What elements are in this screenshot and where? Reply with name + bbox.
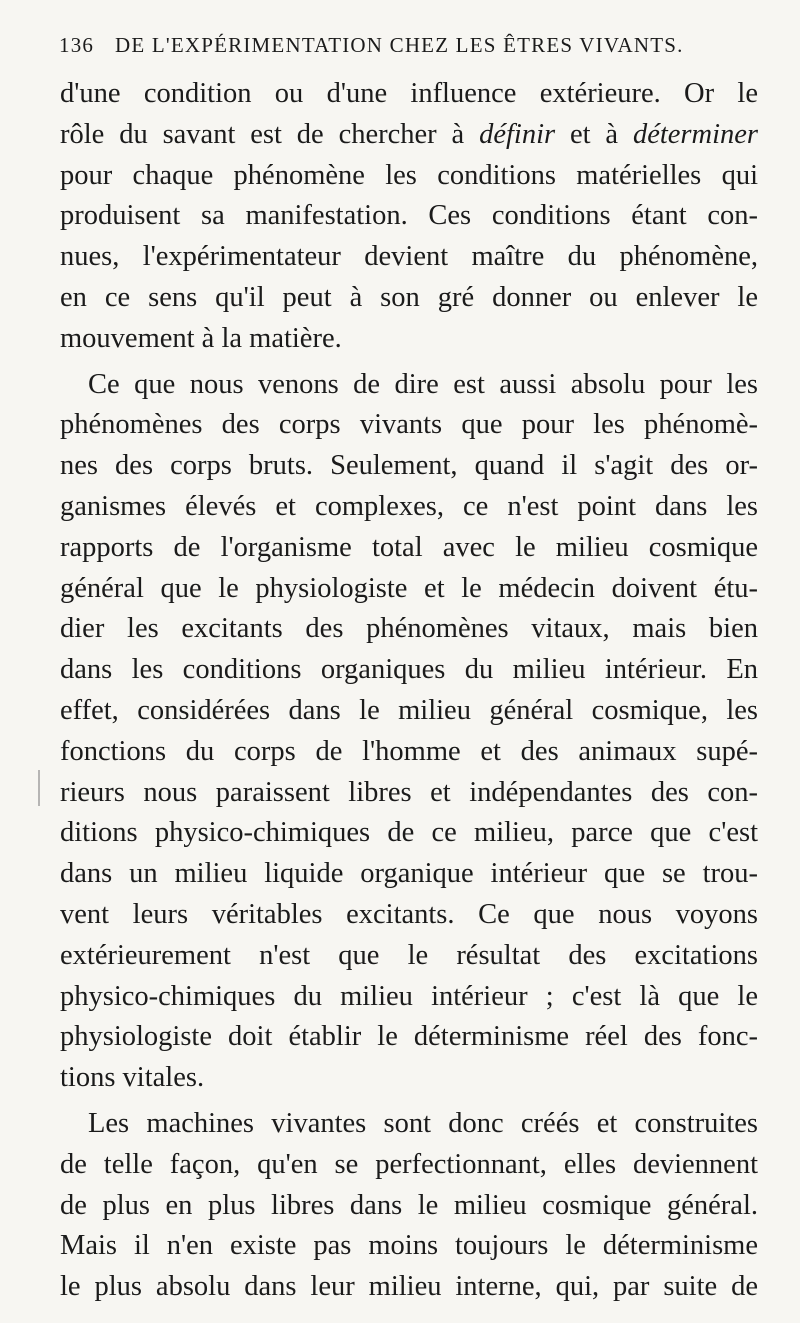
text-line: le plus absolu dans leur milieu interne, qui, par suite de	[60, 1271, 758, 1303]
text-line: dans un milieu liquide organique intérieur que se trou-	[60, 858, 758, 890]
running-header	[59, 33, 699, 67]
text-line: nes des corps bruts. Seulement, quand il s'agit des or-	[60, 450, 758, 482]
margin-mark	[38, 770, 40, 806]
text-line: extérieurement n'est que le résultat des excitations	[60, 939, 758, 971]
page-number: 136	[59, 33, 95, 57]
emphasis-definir: définir	[479, 118, 556, 150]
text-line	[60, 115, 758, 156]
body-text	[60, 74, 758, 1308]
text-line: Mais il n'en existe pas moins toujours le déterminisme	[60, 1230, 758, 1262]
text-line: Ce que nous venons de dire est aussi absolu pour les	[88, 368, 758, 400]
text-line: physico-chimiques du milieu intérieur ; c'est là que le	[60, 980, 758, 1012]
text-line: dans les conditions organiques du milieu intérieur. En	[60, 654, 758, 686]
text-line: Les machines vivantes sont donc créés et construites	[88, 1107, 758, 1139]
text-line: de telle façon, qu'en se perfectionnant, elles deviennent	[60, 1148, 758, 1180]
text-line: ditions physico-chimiques de ce milieu, parce que c'est	[60, 817, 758, 849]
text-run: rôle du savant est de chercher à	[60, 118, 480, 150]
text-line: rapports de l'organisme total avec le milieu cosmique	[60, 531, 758, 563]
text-line: d'une condition ou d'une influence extérieure. Or le	[60, 78, 758, 109]
text-line: de plus en plus libres dans le milieu cosmique général.	[60, 1189, 758, 1221]
text-line: rieurs nous paraissent libres et indépendantes des con-	[60, 776, 758, 808]
text-line: fonctions du corps de l'homme et des animaux supé-	[60, 735, 758, 767]
text-line: pour chaque phénomène les conditions matérielles qui	[60, 159, 758, 191]
text-line: général que le physiologiste et le médecin doivent étu-	[60, 572, 758, 604]
text-line: physiologiste doit établir le déterminisme réel des fonc-	[60, 1021, 758, 1053]
text-line: tions vitales.	[60, 1062, 205, 1094]
text-line: produisent sa manifestation. Ces conditions étant con-	[60, 200, 758, 232]
text-line: phénomènes des corps vivants que pour les phénomè-	[60, 409, 758, 441]
paragraph	[60, 365, 758, 1099]
text-line: dier les excitants des phénomènes vitaux, mais bien	[60, 613, 758, 645]
text-line: en ce sens qu'il peut à son gré donner ou enlever le	[60, 281, 758, 313]
text-line: vent leurs véritables excitants. Ce que nous voyons	[60, 898, 758, 930]
emphasis-determiner: déterminer	[632, 118, 759, 150]
text-line: effet, considérées dans le milieu général cosmique, les	[60, 694, 758, 726]
running-title: DE L'EXPÉRIMENTATION CHEZ LES ÊTRES VIVANTS.	[115, 33, 684, 57]
text-line: mouvement à la matière.	[60, 322, 342, 354]
paragraph	[60, 74, 758, 360]
text-line: ganismes élevés et complexes, ce n'est point dans les	[60, 490, 758, 522]
text-run: et à	[555, 118, 633, 150]
paragraph	[60, 1104, 758, 1308]
text-line: nues, l'expérimentateur devient maître du phénomène,	[60, 241, 758, 273]
